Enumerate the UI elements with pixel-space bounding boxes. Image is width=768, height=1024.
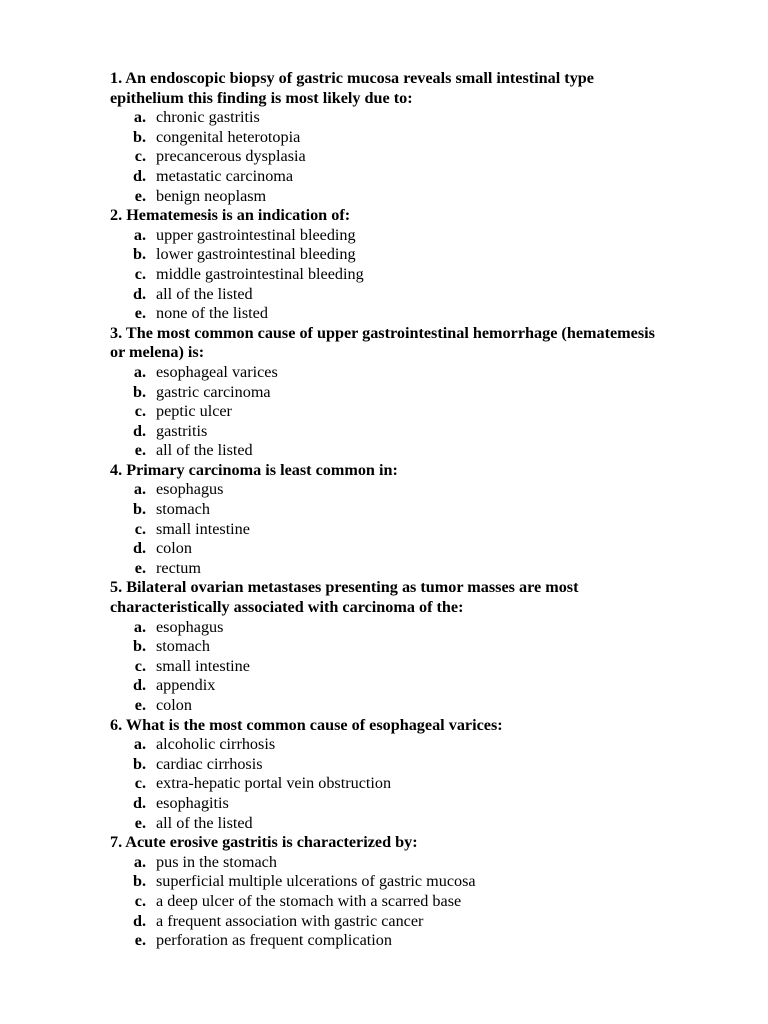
option-text: esophagus <box>156 617 224 636</box>
option-text: metastatic carcinoma <box>156 166 294 185</box>
option-text: peptic ulcer <box>156 402 232 421</box>
document-page <box>110 69 670 951</box>
option-text: benign neoplasm <box>156 186 267 205</box>
option-letter: d. <box>132 284 146 303</box>
option-text: gastritis <box>156 421 208 440</box>
option <box>110 735 670 755</box>
question-7-text: 7. Acute erosive gastritis is characterized by: <box>110 833 418 852</box>
option <box>110 147 670 167</box>
option-letter: a. <box>133 480 146 499</box>
option-text: all of the listed <box>156 441 253 460</box>
option-text: stomach <box>156 500 210 519</box>
option-text: gastric carcinoma <box>156 382 271 401</box>
option <box>110 500 670 520</box>
option-text: small intestine <box>156 656 250 675</box>
option <box>110 363 670 383</box>
option-letter: c. <box>134 519 146 538</box>
option-text: congenital heterotopia <box>156 127 301 146</box>
option <box>110 559 670 579</box>
option-letter: d. <box>132 676 146 695</box>
option <box>110 539 670 559</box>
option-text: cardiac cirrhosis <box>156 754 263 773</box>
option <box>110 774 670 794</box>
option-letter: e. <box>134 558 146 577</box>
question-2-options <box>110 226 670 324</box>
option-letter: e. <box>134 186 146 205</box>
option-letter: c. <box>134 774 146 793</box>
question-2-text: 2. Hematemesis is an indication of: <box>110 206 351 225</box>
option <box>110 422 670 442</box>
option-letter: a. <box>133 735 146 754</box>
option-letter: a. <box>133 225 146 244</box>
question-7-options <box>110 853 670 951</box>
option <box>110 794 670 814</box>
question-6 <box>110 716 670 834</box>
question-6-options <box>110 735 670 833</box>
question-1 <box>110 69 670 206</box>
option <box>110 853 670 873</box>
option-text: colon <box>156 539 192 558</box>
option <box>110 285 670 305</box>
option-letter: c. <box>134 264 146 283</box>
question-5 <box>110 578 670 715</box>
option <box>110 872 670 892</box>
question-3-text: 3. The most common cause of upper gastrointestinal hemorrhage (hematemesis or melena) is: <box>110 323 655 362</box>
option <box>110 108 670 128</box>
option-letter: e. <box>134 696 146 714</box>
option-letter: c. <box>134 656 146 675</box>
option-text: middle gastrointestinal bleeding <box>156 264 364 283</box>
option-text: esophagitis <box>156 793 229 812</box>
question-4-options <box>110 480 670 578</box>
option-text: precancerous dysplasia <box>156 147 306 166</box>
question-5-text: 5. Bilateral ovarian metastases presenting as tumor masses are most characteristically associated with carcinoma of the: <box>110 578 579 617</box>
option <box>110 637 670 657</box>
option-text: a frequent association with gastric cancer <box>156 911 424 930</box>
option-text: none of the listed <box>156 304 268 323</box>
option <box>110 226 670 246</box>
option <box>110 187 670 207</box>
option-text: rectum <box>156 558 201 577</box>
option-letter: d. <box>132 911 146 930</box>
option-letter: d. <box>132 539 146 558</box>
option-letter: a. <box>133 108 146 127</box>
option-text: extra-hepatic portal vein obstruction <box>156 774 392 793</box>
option <box>110 931 670 951</box>
question-7 <box>110 833 670 951</box>
option-text: upper gastrointestinal bleeding <box>156 225 356 244</box>
option-letter: b. <box>132 637 146 656</box>
option <box>110 402 670 422</box>
option-letter: a. <box>133 617 146 636</box>
option-text: perforation as frequent complication <box>156 931 392 950</box>
option <box>110 520 670 540</box>
option-letter: d. <box>132 421 146 440</box>
option-letter: c. <box>134 891 146 910</box>
option-text: esophageal varices <box>156 362 278 381</box>
option-text: chronic gastritis <box>156 108 260 127</box>
question-1-text: 1. An endoscopic biopsy of gastric mucosa reveals small intestinal type epithelium this finding is most likely due to: <box>110 69 594 107</box>
option-text: appendix <box>156 676 216 695</box>
question-4 <box>110 461 670 579</box>
option <box>110 304 670 324</box>
option-letter: b. <box>132 245 146 264</box>
option-text: all of the listed <box>156 813 253 832</box>
option-text: all of the listed <box>156 284 253 303</box>
question-3-options <box>110 363 670 461</box>
option <box>110 755 670 775</box>
option-letter: b. <box>132 754 146 773</box>
option <box>110 676 670 696</box>
option <box>110 167 670 187</box>
option <box>110 265 670 285</box>
option-letter: c. <box>134 402 146 421</box>
option <box>110 892 670 912</box>
option <box>110 480 670 500</box>
option-letter: d. <box>132 793 146 812</box>
question-6-text: 6. What is the most common cause of esophageal varices: <box>110 715 503 734</box>
option-text: alcoholic cirrhosis <box>156 735 276 754</box>
option-letter: e. <box>134 304 146 323</box>
option-text: pus in the stomach <box>156 852 277 871</box>
option-letter: b. <box>132 500 146 519</box>
option-letter: d. <box>132 166 146 185</box>
question-4-text: 4. Primary carcinoma is least common in: <box>110 460 398 479</box>
question-3 <box>110 324 670 461</box>
option-text: colon <box>156 696 192 714</box>
option-letter: e. <box>134 931 146 950</box>
option-letter: a. <box>133 852 146 871</box>
option-letter: c. <box>134 147 146 166</box>
option-text: superficial multiple ulcerations of gastric mucosa <box>156 872 476 891</box>
option-text: small intestine <box>156 519 250 538</box>
option <box>110 383 670 403</box>
question-2 <box>110 206 670 324</box>
option-letter: b. <box>132 382 146 401</box>
option <box>110 245 670 265</box>
option-letter: a. <box>133 362 146 381</box>
option <box>110 814 670 834</box>
option <box>110 696 670 716</box>
option <box>110 657 670 677</box>
option-letter: b. <box>132 127 146 146</box>
question-5-options <box>110 618 670 716</box>
option-text: a deep ulcer of the stomach with a scarred base <box>156 891 462 910</box>
option <box>110 128 670 148</box>
question-1-options <box>110 108 670 206</box>
option-letter: b. <box>132 872 146 891</box>
option <box>110 618 670 638</box>
option <box>110 912 670 932</box>
option-letter: e. <box>134 813 146 832</box>
option-text: lower gastrointestinal bleeding <box>156 245 356 264</box>
option-letter: e. <box>134 441 146 460</box>
option-text: stomach <box>156 637 210 656</box>
option <box>110 441 670 461</box>
option-text: esophagus <box>156 480 224 499</box>
